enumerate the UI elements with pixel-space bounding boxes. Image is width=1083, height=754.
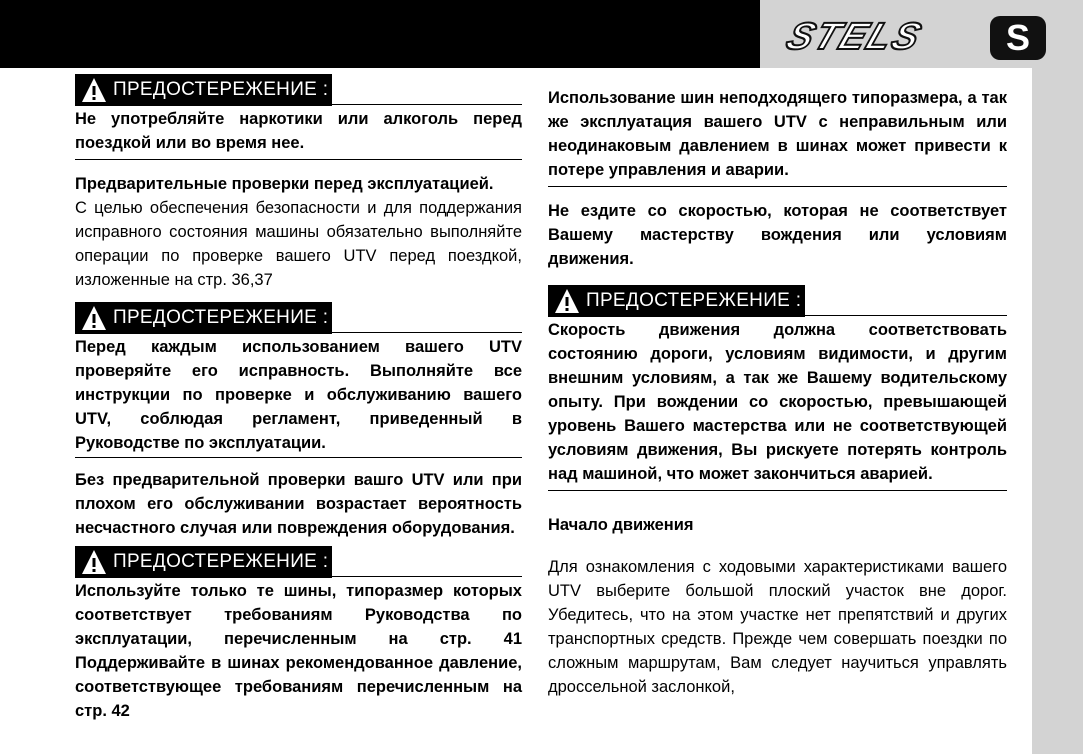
- warning-triangle-icon: [554, 288, 580, 314]
- warning-header: [548, 285, 1007, 316]
- warning-text-3: Используйте только те шины, типоразмер которых соответствует требованиям Руководства по эксплуатации, перечисленным на стр. 41 Поддерживайте в шинах рекомендованное давление, соответствующее требованиям перечисленным на стр. 42: [75, 582, 522, 720]
- start-title: Начало движения: [548, 516, 694, 534]
- header-bar: [0, 0, 760, 68]
- warning-triangle-icon: [81, 305, 107, 331]
- warning-triangle-icon: [81, 549, 107, 575]
- warning-text-2: Перед каждым использованием вашего UTV проверяйте его исправность. Выполняйте все инструкции по проверке и обслуживанию вашего UTV, соблюдая регламент, приведенный в Руководстве по эксплуатации.: [75, 335, 522, 458]
- brand-logo-text: STELS: [780, 16, 929, 58]
- speed-text: Не ездите со скоростью, которая не соответствует Вашему мастерству вождения или условиям движения.: [548, 202, 1007, 268]
- warning-header: [75, 302, 522, 333]
- warning-triangle-icon: [81, 77, 107, 103]
- warning-header: [75, 74, 522, 105]
- tires-text: Использование шин неподходящего типоразмера, а так же эксплуатация вашего UTV с неправильным или неодинаковым давлением в шинах может привести к потере управления и аварии.: [548, 86, 1007, 187]
- brand-logo-badge: S: [990, 16, 1046, 60]
- right-column: [548, 74, 1007, 699]
- brand-logo-area: [760, 0, 1083, 68]
- checks-text: С целью обеспечения безопасности и для поддержания исправного состояния машины обязательно выполняйте операции по проверке вашего UTV перед поездкой, изложенные на стр. 36,37: [75, 199, 522, 289]
- side-strip: [1032, 68, 1083, 754]
- warning-label: ПРЕДОСТЕРЕЖЕНИЕ :: [113, 551, 329, 572]
- checks-title: Предварительные проверки перед эксплуатацией.: [75, 175, 494, 193]
- warning-header: [75, 546, 522, 577]
- warning-label: ПРЕДОСТЕРЕЖЕНИЕ :: [113, 79, 329, 100]
- warning-label: ПРЕДОСТЕРЕЖЕНИЕ :: [113, 307, 329, 328]
- warning-text-4: Скорость движения должна соответствовать состоянию дороги, условиям видимости, и другим внешним условиям, а так же Вашему водительскому опыту. При вождении со скоростью, превышающей уровень Вашего мастерства или не соответствующей условиям движения, Вы рискуете потерять контроль над машиной, что может закончиться аварией.: [548, 318, 1007, 491]
- warning-text-1: Не употребляйте наркотики или алкоголь перед поездкой или во время нее.: [75, 107, 522, 160]
- risk-text: Без предварительной проверки вашго UTV или при плохом его обслуживании возрастает вероятность несчастного случая или повреждения оборудования.: [75, 471, 522, 537]
- start-text: Для ознакомления с ходовыми характеристиками вашего UTV выберите большой плоский участок вне дорог. Убедитесь, что на этом участке нет препятствий и других транспортных средств. Прежде чем совершать поездки по сложным маршрутам, Вам следует научиться управлять дроссельной заслонкой,: [548, 558, 1007, 696]
- warning-label: ПРЕДОСТЕРЕЖЕНИЕ :: [586, 290, 802, 311]
- left-column: [75, 74, 522, 723]
